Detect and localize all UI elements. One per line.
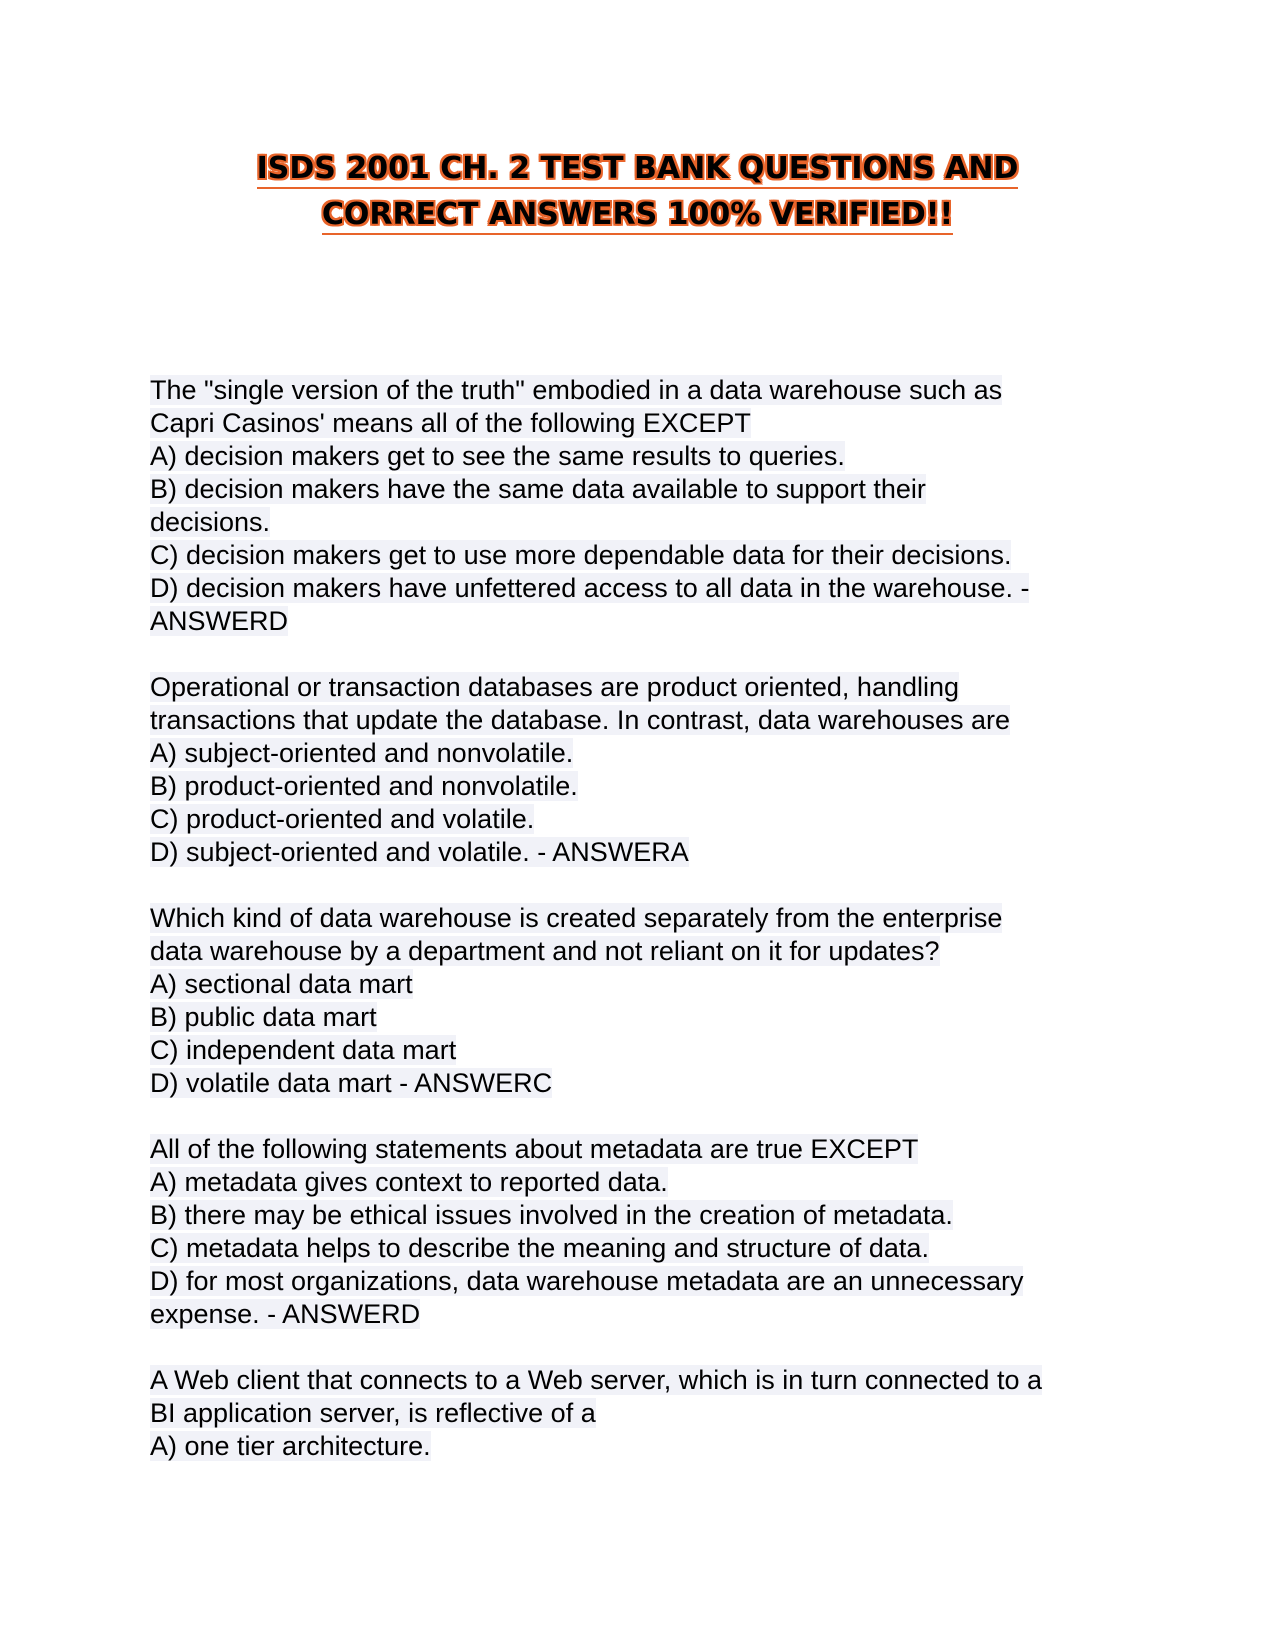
option-a: A) sectional data mart [150,969,413,999]
option-c: C) product-oriented and volatile. [150,804,535,834]
option-b: B) product-oriented and nonvolatile. [150,771,578,801]
option-c: C) metadata helps to describe the meaning and structure of data. [150,1233,929,1263]
title-line-1: ISDS 2001 CH. 2 TEST BANK QUESTIONS AND [0,146,1275,192]
question-line: Operational or transaction databases are product oriented, handling [150,672,960,702]
question-4 [150,1133,1150,1331]
question-line: Capri Casinos' means all of the following EXCEPT [150,408,751,438]
question-line: All of the following statements about metadata are true EXCEPT [150,1134,919,1164]
question-list [150,374,1150,1496]
question-2 [150,671,1150,869]
option-b-continued: decisions. [150,507,271,537]
option-b: B) there may be ethical issues involved in the creation of metadata. [150,1200,953,1230]
option-c: C) independent data mart [150,1035,457,1065]
option-b: B) decision makers have the same data available to support their [150,474,926,504]
title-line-2: CORRECT ANSWERS 100% VERIFIED!! [0,192,1275,238]
question-line: BI application server, is reflective of a [150,1398,596,1428]
option-c: C) decision makers get to use more dependable data for their decisions. [150,540,1012,570]
option-d: D) decision makers have unfettered access to all data in the warehouse. - [150,573,1030,603]
option-d-answer: D) subject-oriented and volatile. - ANSWERA [150,837,689,867]
option-a: A) decision makers get to see the same results to queries. [150,441,845,471]
document-title [0,146,1275,238]
question-line: data warehouse by a department and not reliant on it for updates? [150,936,940,966]
question-line: transactions that update the database. In contrast, data warehouses are [150,705,1011,735]
question-line: The "single version of the truth" embodied in a data warehouse such as [150,375,1003,405]
question-5 [150,1364,1150,1463]
option-b: B) public data mart [150,1002,377,1032]
option-a: A) one tier architecture. [150,1431,431,1461]
option-d-answer: D) volatile data mart - ANSWERC [150,1068,553,1098]
option-a: A) metadata gives context to reported data. [150,1167,668,1197]
answer: expense. - ANSWERD [150,1299,421,1329]
option-a: A) subject-oriented and nonvolatile. [150,738,574,768]
question-3 [150,902,1150,1100]
option-d: D) for most organizations, data warehouse metadata are an unnecessary [150,1266,1024,1296]
question-line: Which kind of data warehouse is created separately from the enterprise [150,903,1003,933]
question-1 [150,374,1150,638]
question-line: A Web client that connects to a Web server, which is in turn connected to a [150,1365,1042,1395]
answer: ANSWERD [150,606,289,636]
